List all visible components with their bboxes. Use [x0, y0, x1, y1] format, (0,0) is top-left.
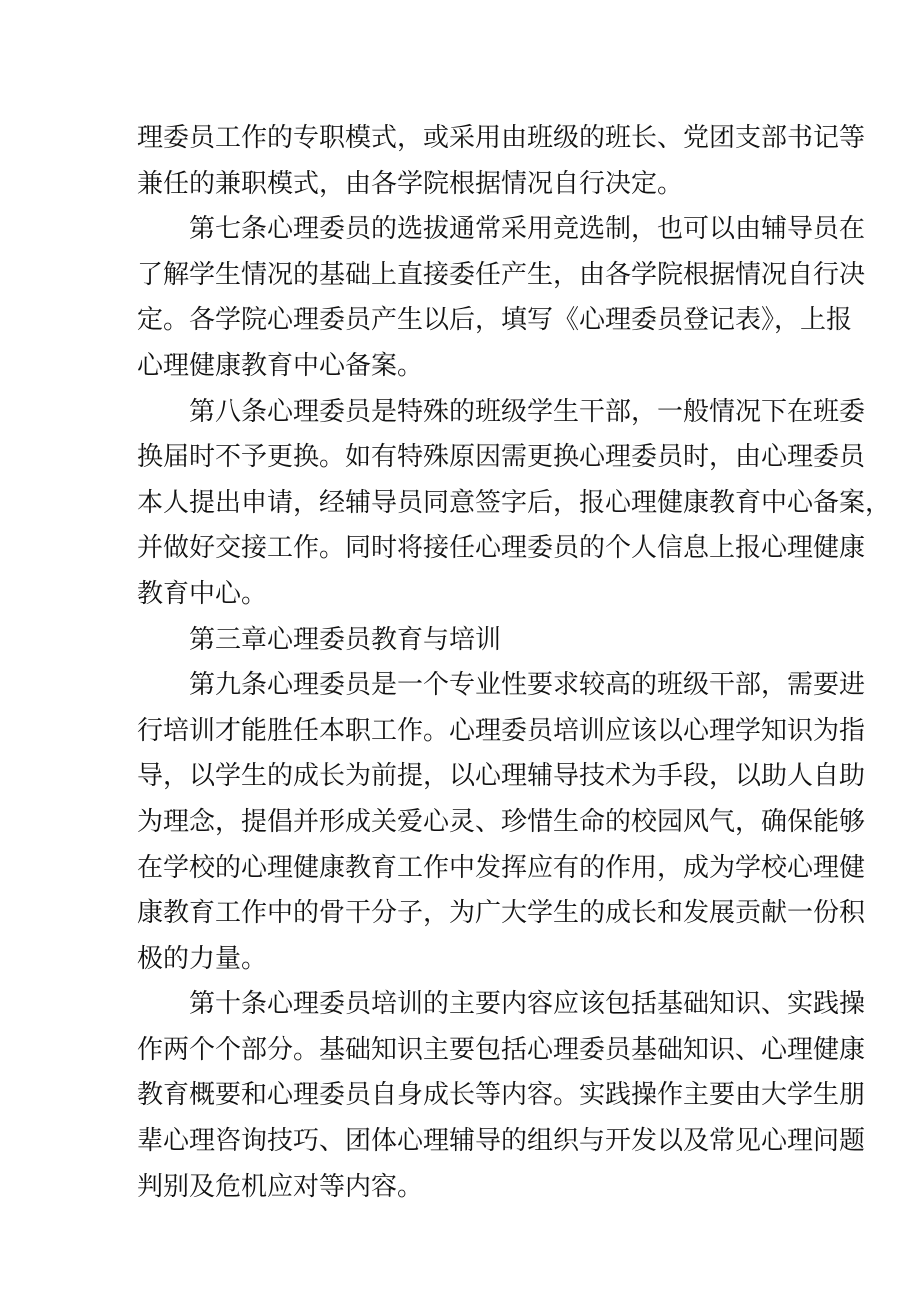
chapter-title: 第三章心理委员教育与培训 — [189, 624, 502, 655]
text-line: 心理健康教育中心备案。 — [137, 350, 424, 381]
text-line: 极的力量。 — [137, 943, 268, 974]
paragraph-article-7 — [137, 207, 866, 389]
text-line: 了解学生情况的基础上直接委任产生，由各学院根据情况自行决 — [137, 259, 866, 290]
paragraph-continuation — [137, 116, 866, 207]
chapter-heading — [137, 618, 805, 664]
text-line: 辈心理咨询技巧、团体心理辅导的组织与开发以及常见心理问题 — [137, 1126, 866, 1157]
paragraph-article-9 — [137, 663, 866, 982]
text-line: 为理念，提倡并形成关爱心灵、珍惜生命的校园风气，确保能够 — [137, 806, 866, 837]
text-line: 判别及危机应对等内容。 — [137, 1171, 424, 1202]
text-line: 第十条心理委员培训的主要内容应该包括基础知识、实践操 — [189, 989, 866, 1020]
text-line: 在学校的心理健康教育工作中发挥应有的作用，成为学校心理健 — [137, 852, 866, 883]
text-line: 第八条心理委员是特殊的班级学生干部，一般情况下在班委 — [189, 396, 866, 427]
text-line: 第九条心理委员是一个专业性要求较高的班级干部，需要进 — [189, 670, 866, 701]
paragraph-article-8 — [137, 390, 892, 618]
text-line: 第七条心理委员的选拔通常采用竞选制，也可以由辅导员在 — [189, 214, 866, 245]
text-line: 本人提出申请，经辅导员同意签字后，报心理健康教育中心备案， — [137, 487, 892, 518]
text-line: 定。各学院心理委员产生以后，填写《心理委员登记表》，上报 — [137, 305, 853, 336]
text-line: 康教育工作中的骨干分子，为广大学生的成长和发展贡献一份积 — [137, 898, 866, 929]
text-line: 换届时不予更换。如有特殊原因需更换心理委员时，由心理委员 — [137, 442, 866, 473]
text-line: 教育中心。 — [137, 578, 268, 609]
paragraph-article-10 — [137, 982, 866, 1210]
text-line: 并做好交接工作。同时将接任心理委员的个人信息上报心理健康 — [137, 533, 866, 564]
text-line: 兼任的兼职模式，由各学院根据情况自行决定。 — [137, 168, 684, 199]
text-line: 作两个个部分。基础知识主要包括心理委员基础知识、心理健康 — [137, 1034, 866, 1065]
text-line: 导，以学生的成长为前提，以心理辅导技术为手段，以助人自助 — [137, 761, 866, 792]
document-body — [137, 116, 892, 1210]
text-line: 教育概要和心理委员自身成长等内容。实践操作主要由大学生朋 — [137, 1080, 866, 1111]
text-line: 理委员工作的专职模式，或采用由班级的班长、党团支部书记等 — [137, 123, 866, 153]
text-line: 行培训才能胜任本职工作。心理委员培训应该以心理学知识为指 — [137, 715, 866, 746]
